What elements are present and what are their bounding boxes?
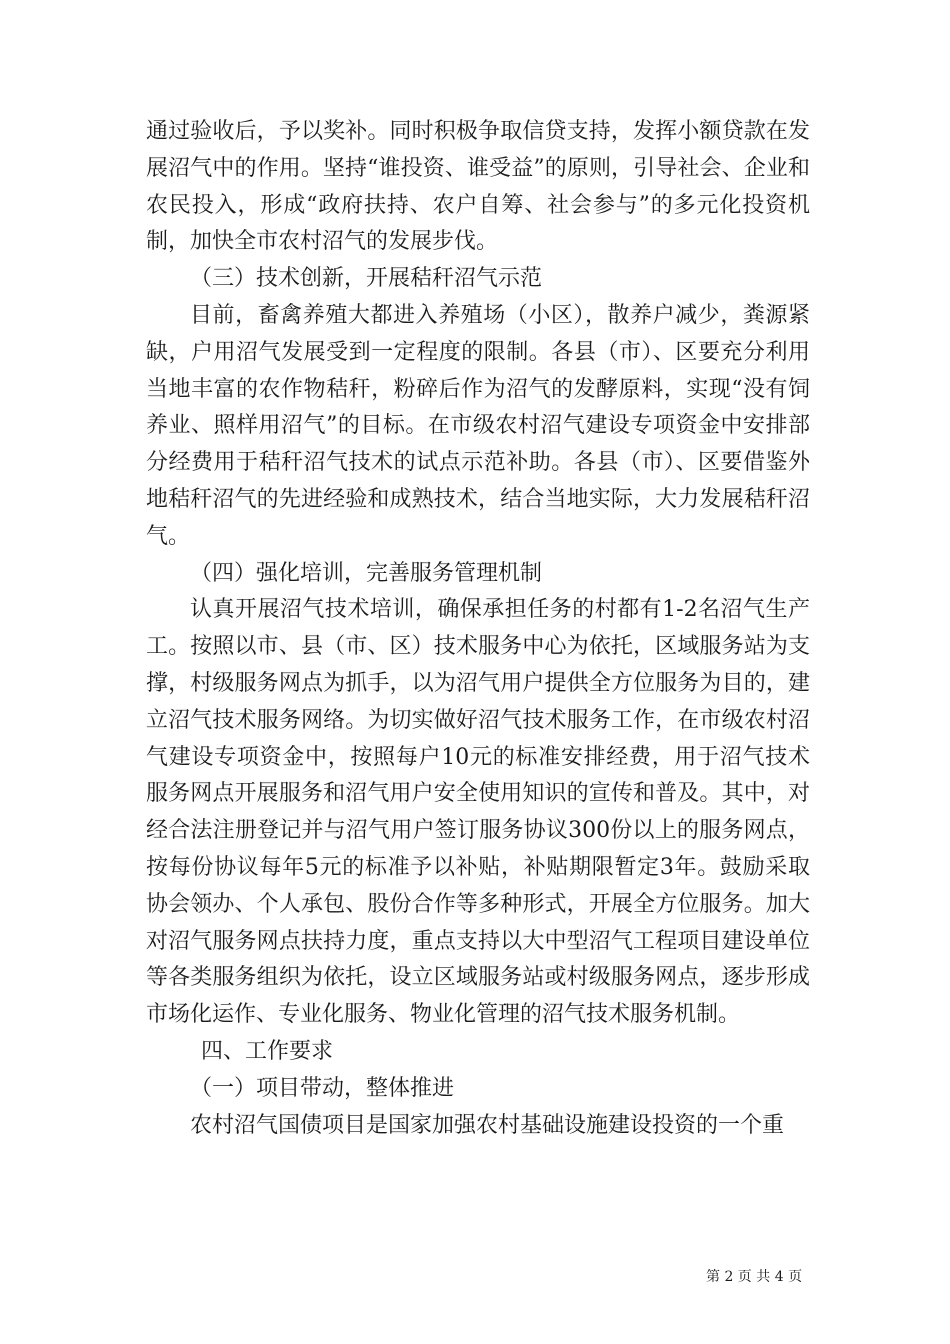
section-work-requirements: 四、工作要求 bbox=[201, 1038, 334, 1064]
paragraph-training-service: 认真开展沼气技术培训，确保承担任务的村都有1-2名沼气生产工。按照以市、县（市、区）技术服务中心为依托，区域服务站为支撑，村级服务网点为抓手，以为沼气用户提供全方位服务为目的，建立沼气技术服务网络。为切实做好沼气技术服务工作，在市级农村沼气建设专项资金中，按照每户10元的标准安排经费，用于沼气技术服务网点开展服务和沼气用户安全使用知识的宣传和普及。其中，对经合法注册登记并与沼气用户签订服务协议300份以上的服务网点，按每份协议每年5元的标准予以补贴，补贴期限暂定3年。鼓励采取协会领办、个人承包、股份合作等多种形式，开展全方位服务。加大对沼气服务网点扶持力度，重点支持以大中型沼气工程项目建设单位等各类服务组织为依托，设立区域服务站或村级服务网点，逐步形成市场化运作、专业化服务、物业化管理的沼气技术服务机制。 bbox=[146, 597, 810, 1028]
paragraph-national-debt-project: 农村沼气国债项目是国家加强农村基础设施建设投资的一个重 bbox=[190, 1112, 785, 1138]
heading-training-service: （四）强化培训，完善服务管理机制 bbox=[190, 560, 543, 586]
document-body bbox=[146, 114, 810, 1144]
heading-straw-biogas: （三）技术创新，开展秸秆沼气示范 bbox=[190, 266, 543, 292]
heading-project-driven: （一）项目带动，整体推进 bbox=[190, 1075, 455, 1101]
page-number-footer: 第 2 页 共 4 页 bbox=[706, 1269, 803, 1285]
paragraph-straw-biogas: 目前，畜禽养殖大都进入养殖场（小区），散养户减少，粪源紧缺，户用沼气发展受到一定程度的限制。各县（市）、区要充分利用当地丰富的农作物秸秆，粉碎后作为沼气的发酵原料，实现“没有饲养业、照样用沼气”的目标。在市级农村沼气建设专项资金中安排部分经费用于秸秆沼气技术的试点示范补助。各县（市）、区要借鉴外地秸秆沼气的先进经验和成熟技术，结合当地实际，大力发展秸秆沼气。 bbox=[146, 302, 810, 549]
paragraph-investment-mechanism: 通过验收后，予以奖补。同时积极争取信贷支持，发挥小额贷款在发展沼气中的作用。坚持“谁投资、谁受益”的原则，引导社会、企业和农民投入，形成“政府扶持、农户自筹、社会参与”的多元化投资机制，加快全市农村沼气的发展步伐。 bbox=[146, 119, 810, 255]
